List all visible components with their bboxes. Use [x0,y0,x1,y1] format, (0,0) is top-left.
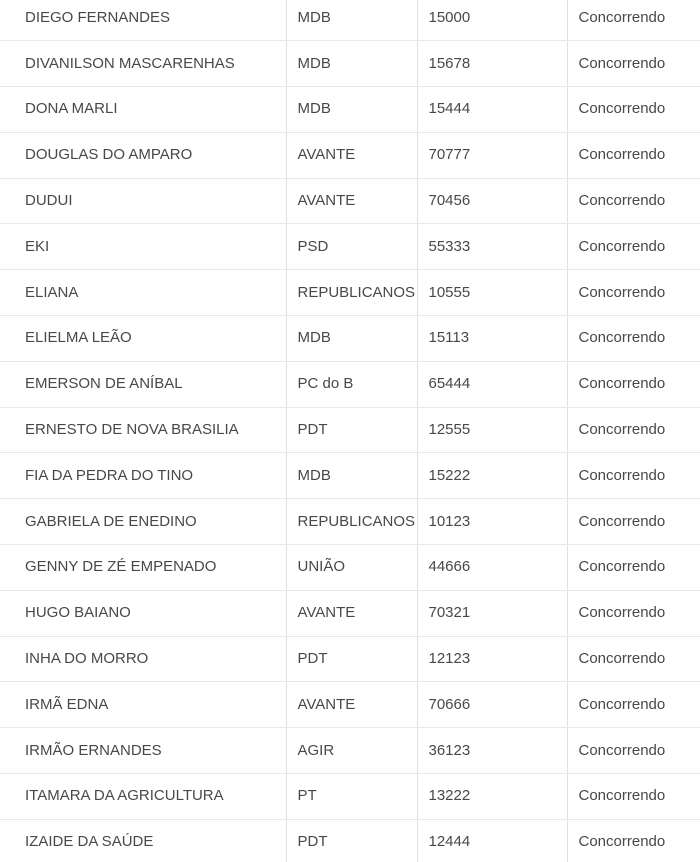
party-cell: MDB [286,316,417,362]
ballot-number-cell: 12123 [417,636,567,682]
party-cell: PDT [286,636,417,682]
status-cell: Concorrendo [567,774,700,820]
candidate-name-cell: ITAMARA DA AGRICULTURA [0,774,286,820]
candidate-name-cell: EMERSON DE ANÍBAL [0,361,286,407]
ballot-number-cell: 12444 [417,819,567,862]
status-cell: Concorrendo [567,270,700,316]
table-row [0,590,700,636]
status-cell: Concorrendo [567,407,700,453]
status-cell: Concorrendo [567,224,700,270]
ballot-number-cell: 10555 [417,270,567,316]
candidate-name-cell: DIVANILSON MASCARENHAS [0,41,286,87]
candidate-name-cell: HUGO BAIANO [0,590,286,636]
ballot-number-cell: 55333 [417,224,567,270]
ballot-number-cell: 15444 [417,87,567,133]
table-row [0,0,700,41]
candidate-name-cell: GENNY DE ZÉ EMPENADO [0,545,286,591]
candidate-name-cell: DUDUI [0,178,286,224]
table-row [0,499,700,545]
table-row [0,178,700,224]
table-row [0,316,700,362]
candidate-name-cell: ELIANA [0,270,286,316]
status-cell: Concorrendo [567,636,700,682]
candidate-name-cell: IRMÃ EDNA [0,682,286,728]
candidate-name-cell: ERNESTO DE NOVA BRASILIA [0,407,286,453]
ballot-number-cell: 13222 [417,774,567,820]
party-cell: AVANTE [286,590,417,636]
party-cell: MDB [286,453,417,499]
table-row [0,41,700,87]
ballot-number-cell: 65444 [417,361,567,407]
table-row [0,361,700,407]
ballot-number-cell: 70666 [417,682,567,728]
candidate-name-cell: DIEGO FERNANDES [0,0,286,41]
table-row [0,545,700,591]
party-cell: PDT [286,819,417,862]
candidate-name-cell: ELIELMA LEÃO [0,316,286,362]
table-row [0,270,700,316]
table-row [0,224,700,270]
table-row [0,87,700,133]
party-cell: PSD [286,224,417,270]
ballot-number-cell: 70456 [417,178,567,224]
candidate-name-cell: DONA MARLI [0,87,286,133]
table-row [0,774,700,820]
ballot-number-cell: 70777 [417,132,567,178]
party-cell: AGIR [286,728,417,774]
party-cell: AVANTE [286,178,417,224]
candidate-name-cell: INHA DO MORRO [0,636,286,682]
status-cell: Concorrendo [567,178,700,224]
ballot-number-cell: 15000 [417,0,567,41]
status-cell: Concorrendo [567,0,700,41]
status-cell: Concorrendo [567,728,700,774]
party-cell: MDB [286,87,417,133]
status-cell: Concorrendo [567,682,700,728]
status-cell: Concorrendo [567,41,700,87]
party-cell: UNIÃO [286,545,417,591]
candidate-name-cell: EKI [0,224,286,270]
status-cell: Concorrendo [567,132,700,178]
party-cell: REPUBLICANOS [286,499,417,545]
party-cell: PDT [286,407,417,453]
ballot-number-cell: 70321 [417,590,567,636]
status-cell: Concorrendo [567,316,700,362]
ballot-number-cell: 44666 [417,545,567,591]
status-cell: Concorrendo [567,499,700,545]
candidate-name-cell: IZAIDE DA SAÚDE [0,819,286,862]
party-cell: PC do B [286,361,417,407]
table-row [0,132,700,178]
party-cell: AVANTE [286,132,417,178]
table-row [0,819,700,862]
ballot-number-cell: 15222 [417,453,567,499]
candidate-name-cell: FIA DA PEDRA DO TINO [0,453,286,499]
table-row [0,453,700,499]
status-cell: Concorrendo [567,87,700,133]
party-cell: REPUBLICANOS [286,270,417,316]
party-cell: MDB [286,41,417,87]
table-row [0,407,700,453]
candidate-name-cell: GABRIELA DE ENEDINO [0,499,286,545]
ballot-number-cell: 15678 [417,41,567,87]
status-cell: Concorrendo [567,819,700,862]
ballot-number-cell: 12555 [417,407,567,453]
table-row [0,636,700,682]
ballot-number-cell: 10123 [417,499,567,545]
table-row [0,682,700,728]
party-cell: AVANTE [286,682,417,728]
party-cell: MDB [286,0,417,41]
status-cell: Concorrendo [567,453,700,499]
ballot-number-cell: 15113 [417,316,567,362]
candidate-name-cell: IRMÃO ERNANDES [0,728,286,774]
table-row [0,728,700,774]
ballot-number-cell: 36123 [417,728,567,774]
status-cell: Concorrendo [567,590,700,636]
party-cell: PT [286,774,417,820]
candidate-name-cell: DOUGLAS DO AMPARO [0,132,286,178]
status-cell: Concorrendo [567,361,700,407]
status-cell: Concorrendo [567,545,700,591]
